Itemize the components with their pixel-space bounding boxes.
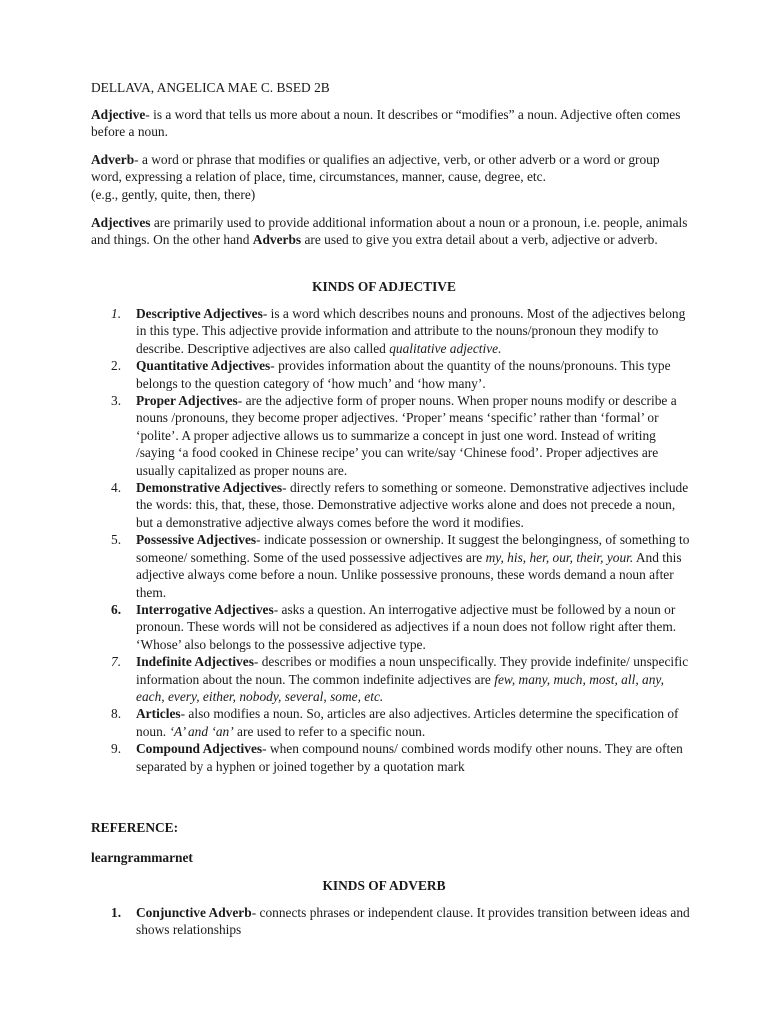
list-item <box>91 357 691 392</box>
adverb-kinds-list <box>91 904 691 939</box>
list-item-italic: my, his, her, our, their, your. <box>485 549 634 565</box>
adjective-definition <box>91 106 691 141</box>
list-item-term: Quantitative Adjectives <box>136 358 271 374</box>
list-item-text-continued: are used to refer to a specific noun. <box>233 723 426 739</box>
list-item-text: - also modifies a noun. So, articles are also adjectives. Articles determine the specification of noun. <box>136 706 679 739</box>
list-number: 4. <box>111 480 122 496</box>
comparison-text-1: are primarily used to provide additional information about a noun or a pronoun, i.e. people, animals and things. On the other hand <box>91 215 688 248</box>
list-item-term: Compound Adjectives <box>136 741 263 757</box>
adverb-definition-text: - a word or phrase that modifies or qualifies an adjective, verb, or other adverb or a word or group word, expressing a relation of place, time, circumstances, manner, cause, degree, etc. <box>91 152 660 185</box>
kinds-of-adverb-heading: KINDS OF ADVERB <box>322 878 446 893</box>
adjective-definition-text: - is a word that tells us more about a noun. It describes or “modifies” a noun. Adjective often comes before a noun. <box>91 107 681 140</box>
reference-source: learngrammarnet <box>91 850 193 865</box>
list-item <box>91 904 691 939</box>
list-item-term: Proper Adjectives <box>136 393 238 409</box>
list-item <box>91 740 691 775</box>
list-number: 7. <box>111 654 122 670</box>
reference-label: REFERENCE: <box>91 820 179 835</box>
list-item <box>91 601 691 653</box>
list-item <box>91 392 691 479</box>
list-item-italic: qualitative adjective. <box>389 340 502 356</box>
list-item-text: - is a word which describes nouns and pronouns. Most of the adjectives belong in this type. This adjective provide information and attribute to the nouns/pronoun they modify to describe. Descriptive adjectives are also called <box>136 306 686 356</box>
list-item-text: - are the adjective form of proper nouns. When proper nouns modify or describe a nouns /pronouns, they become proper adjectives. ‘Proper’ means ‘specific’ rather than ‘formal’ or ‘polite’. A proper adjective allows us to summarize a concept in just one word. Instead of writing /saying ‘a food cooked in Chinese recipe’ you can write/say ‘Chinese food’. Proper adjectives are usually capitalized as proper nouns are. <box>136 393 677 478</box>
list-item <box>91 705 691 740</box>
adverb-term: Adverb <box>91 152 135 167</box>
list-item-term: Conjunctive Adverb <box>136 905 252 920</box>
author-line: DELLAVA, ANGELICA MAE C. BSED 2B <box>91 80 330 95</box>
list-item <box>91 653 691 705</box>
adverb-examples: (e.g., gently, quite, then, there) <box>91 186 256 202</box>
list-item-text: - describes or modifies a noun unspecifically. They provide indefinite/ unspecific information about the noun. The common indefinite adjectives are <box>136 654 689 687</box>
list-item-term: Possessive Adjectives <box>136 532 257 548</box>
list-item-term: Descriptive Adjectives <box>136 306 263 321</box>
list-number: 1. <box>111 905 122 920</box>
list-number: 8. <box>111 706 122 722</box>
list-item <box>91 531 691 601</box>
list-number: 2. <box>111 358 122 374</box>
list-item-text: - asks a question. An interrogative adjective must be followed by a noun or pronoun. These words will not be considered as adjectives if a noun does not follow right after them. ‘Whose’ also belongs to the possessive adjective type. <box>136 601 677 652</box>
comparison-paragraph <box>91 214 691 249</box>
list-number: 6. <box>111 601 122 617</box>
list-item-term: Demonstrative Adjectives <box>136 480 283 496</box>
list-item-text: - directly refers to something or someone. Demonstrative adjectives include the words: this, that, these, those. Demonstrative adjective works alone and does not precede a noun, but a demonstrative adjective always comes before the word it modifies. <box>136 480 689 530</box>
list-item-text: - provides information about the quantity of the nouns/pronouns. This type belongs to the question category of ‘how much’ and ‘how many’. <box>136 358 671 391</box>
adjective-term: Adjective <box>91 107 146 122</box>
list-number: 3. <box>111 393 122 409</box>
list-number: 9. <box>111 741 122 757</box>
adjective-kinds-list <box>91 305 691 775</box>
list-item <box>91 479 691 531</box>
list-item-italic: ‘A’ and ‘an’ <box>169 723 234 739</box>
list-item-term: Indefinite Adjectives <box>136 654 254 670</box>
adverb-definition <box>91 151 691 203</box>
comparison-text-2: are used to give you extra detail about a verb, adjective or adverb. <box>301 232 658 248</box>
list-item-term: Interrogative Adjectives <box>136 601 274 617</box>
adverbs-term: Adverbs <box>252 232 302 248</box>
list-number: 5. <box>111 532 122 548</box>
list-item-text: - indicate possession or ownership. It suggest the belongingness, of something to someone/ something. Some of the used possessive adjectives are <box>136 532 690 565</box>
adjectives-term: Adjectives <box>91 215 151 230</box>
list-item-text: - connects phrases or independent clause. It provides transition between ideas and shows relationships <box>136 905 690 938</box>
list-number: 1. <box>111 306 122 321</box>
kinds-of-adjective-heading: KINDS OF ADJECTIVE <box>312 279 456 294</box>
list-item-text-continued: And this adjective always come before a noun. Unlike possessive pronouns, these words demand a noun after them. <box>136 549 682 600</box>
list-item-term: Articles <box>136 706 181 722</box>
list-item <box>91 305 691 357</box>
list-item-text: - when compound nouns/ combined words modify other nouns. They are often separated by a hyphen or joined together by a quotation mark <box>136 741 683 774</box>
list-item-italic: few, many, much, most, all, any, each, every, either, nobody, several, some, etc. <box>136 671 664 704</box>
